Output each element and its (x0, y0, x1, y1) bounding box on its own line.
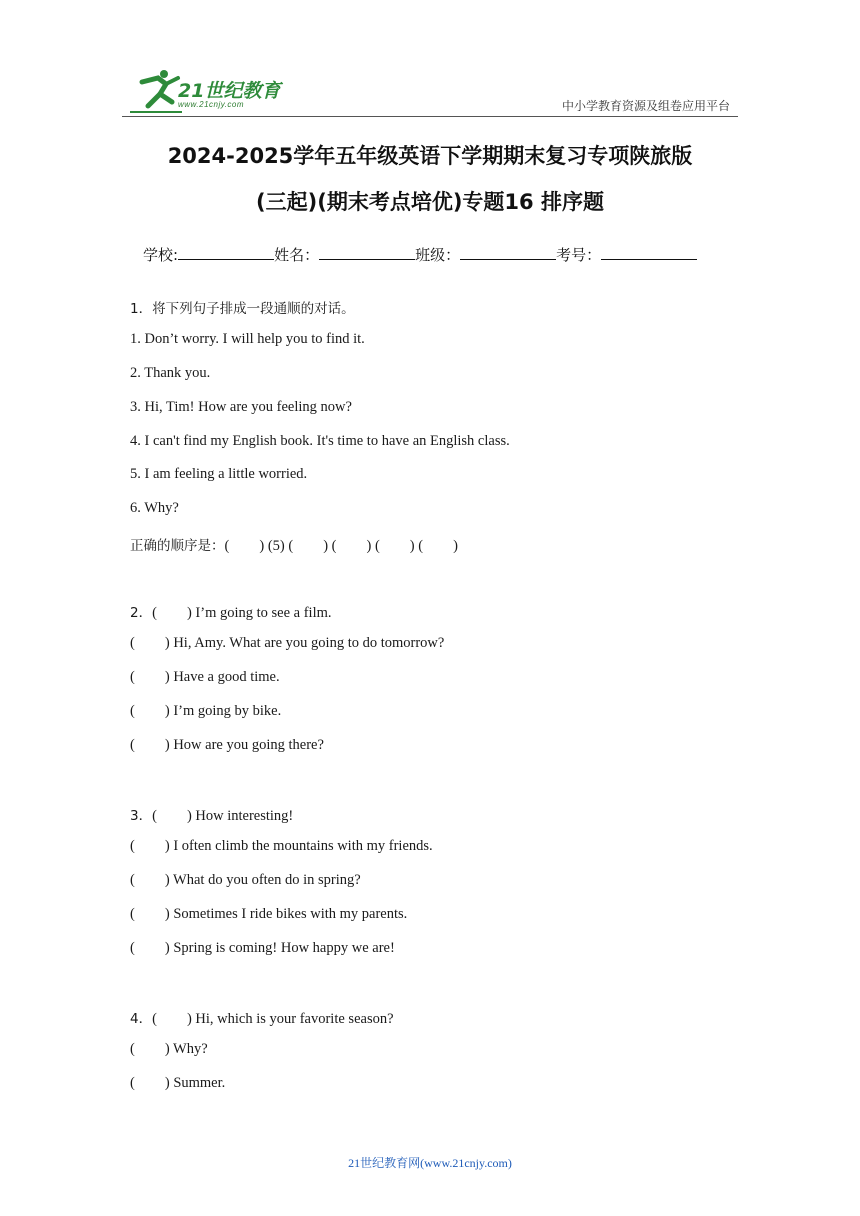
q3-line: 3．( ) How interesting! (130, 808, 294, 824)
q4-item: Hi, which is your favorite season? (195, 1011, 394, 1027)
q3-item: What do you often do in spring? (173, 872, 361, 888)
number-label: 考号： (556, 246, 602, 264)
runner-icon (130, 70, 182, 112)
q2-item: Hi, Amy. What are you going to do tomorrow? (173, 635, 445, 651)
q2-item: Have a good time. (173, 669, 280, 685)
q4-line: ( ) Summer. (130, 1075, 226, 1091)
q2-line: ( ) I’m going by bike. (130, 703, 282, 719)
q2-item: I’m going by bike. (173, 703, 282, 719)
number-blank[interactable] (601, 245, 697, 260)
q1-item: 4. I can't find my English book. It's time to have an English class. (130, 433, 510, 449)
q2-line: ( ) Hi, Amy. What are you going to do tomorrow? (130, 635, 445, 651)
q2-line: ( ) Have a good time. (130, 669, 280, 685)
q4-number: 4． (130, 1011, 153, 1027)
name-blank[interactable] (319, 245, 415, 260)
page-header (0, 0, 860, 120)
q3-item: Spring is coming! How happy we are! (173, 940, 395, 956)
q1-answer-label: 正确的顺序是： (130, 538, 225, 554)
name-label: 姓名： (274, 246, 320, 264)
q1-item: 1. Don’t worry. I will help you to find it. (130, 331, 365, 347)
q4-line: ( ) Why? (130, 1041, 208, 1057)
q3-item: Sometimes I ride bikes with my parents. (173, 906, 408, 922)
q3-line: ( ) Spring is coming! How happy we are! (130, 940, 395, 956)
school-blank[interactable] (178, 245, 274, 260)
q4-line: 4．( ) Hi, which is your favorite season? (130, 1011, 394, 1027)
q1-prompt: 1．将下列句子排成一段通顺的对话。 (130, 301, 355, 317)
q3-item: How interesting! (195, 808, 294, 824)
q2-item: How are you going there? (173, 737, 324, 753)
class-label: 班级： (415, 246, 461, 264)
q2-line: 2．( ) I’m going to see a film. (130, 605, 332, 621)
q3-line: ( ) Sometimes I ride bikes with my parents. (130, 906, 408, 922)
q3-line: ( ) I often climb the mountains with my friends. (130, 838, 433, 854)
q1-given-answer: (5) (267, 538, 285, 554)
page-title-line1: 2024-2025学年五年级英语下学期期末复习专项陕旅版 (167, 144, 693, 168)
school-label: 学校: (143, 246, 179, 264)
q1-item: 5. I am feeling a little worried. (130, 466, 308, 482)
logo-subtext: www.21cnjy.com (178, 100, 244, 109)
q1-item: 2. Thank you. (130, 365, 211, 381)
page-title-line2: (三起)(期末考点培优)专题16 排序题 (256, 190, 604, 214)
q1-answer-row: 正确的顺序是：( ) (5) ( ) ( ) ( ) ( ) (130, 538, 458, 554)
header-slogan: 中小学教育资源及组卷应用平台 (561, 99, 730, 113)
q2-item: I’m going to see a film. (195, 605, 332, 621)
class-blank[interactable] (460, 245, 556, 260)
q4-item: Why? (173, 1041, 208, 1057)
q3-line: ( ) What do you often do in spring? (130, 872, 361, 888)
student-info-row (143, 244, 697, 265)
q1-item: 3. Hi, Tim! How are you feeling now? (130, 399, 352, 415)
q4-item: Summer. (173, 1075, 226, 1091)
q3-number: 3． (130, 808, 153, 824)
q2-number: 2． (130, 605, 153, 621)
q2-line: ( ) How are you going there? (130, 737, 324, 753)
q3-item: I often climb the mountains with my friends. (173, 838, 433, 854)
page-footer[interactable]: 21世纪教育网(www.21cnjy.com) (348, 1156, 512, 1170)
q1-item: 6. Why? (130, 500, 179, 516)
logo-text: 21世纪教育 (178, 80, 281, 102)
header-divider (122, 116, 738, 117)
